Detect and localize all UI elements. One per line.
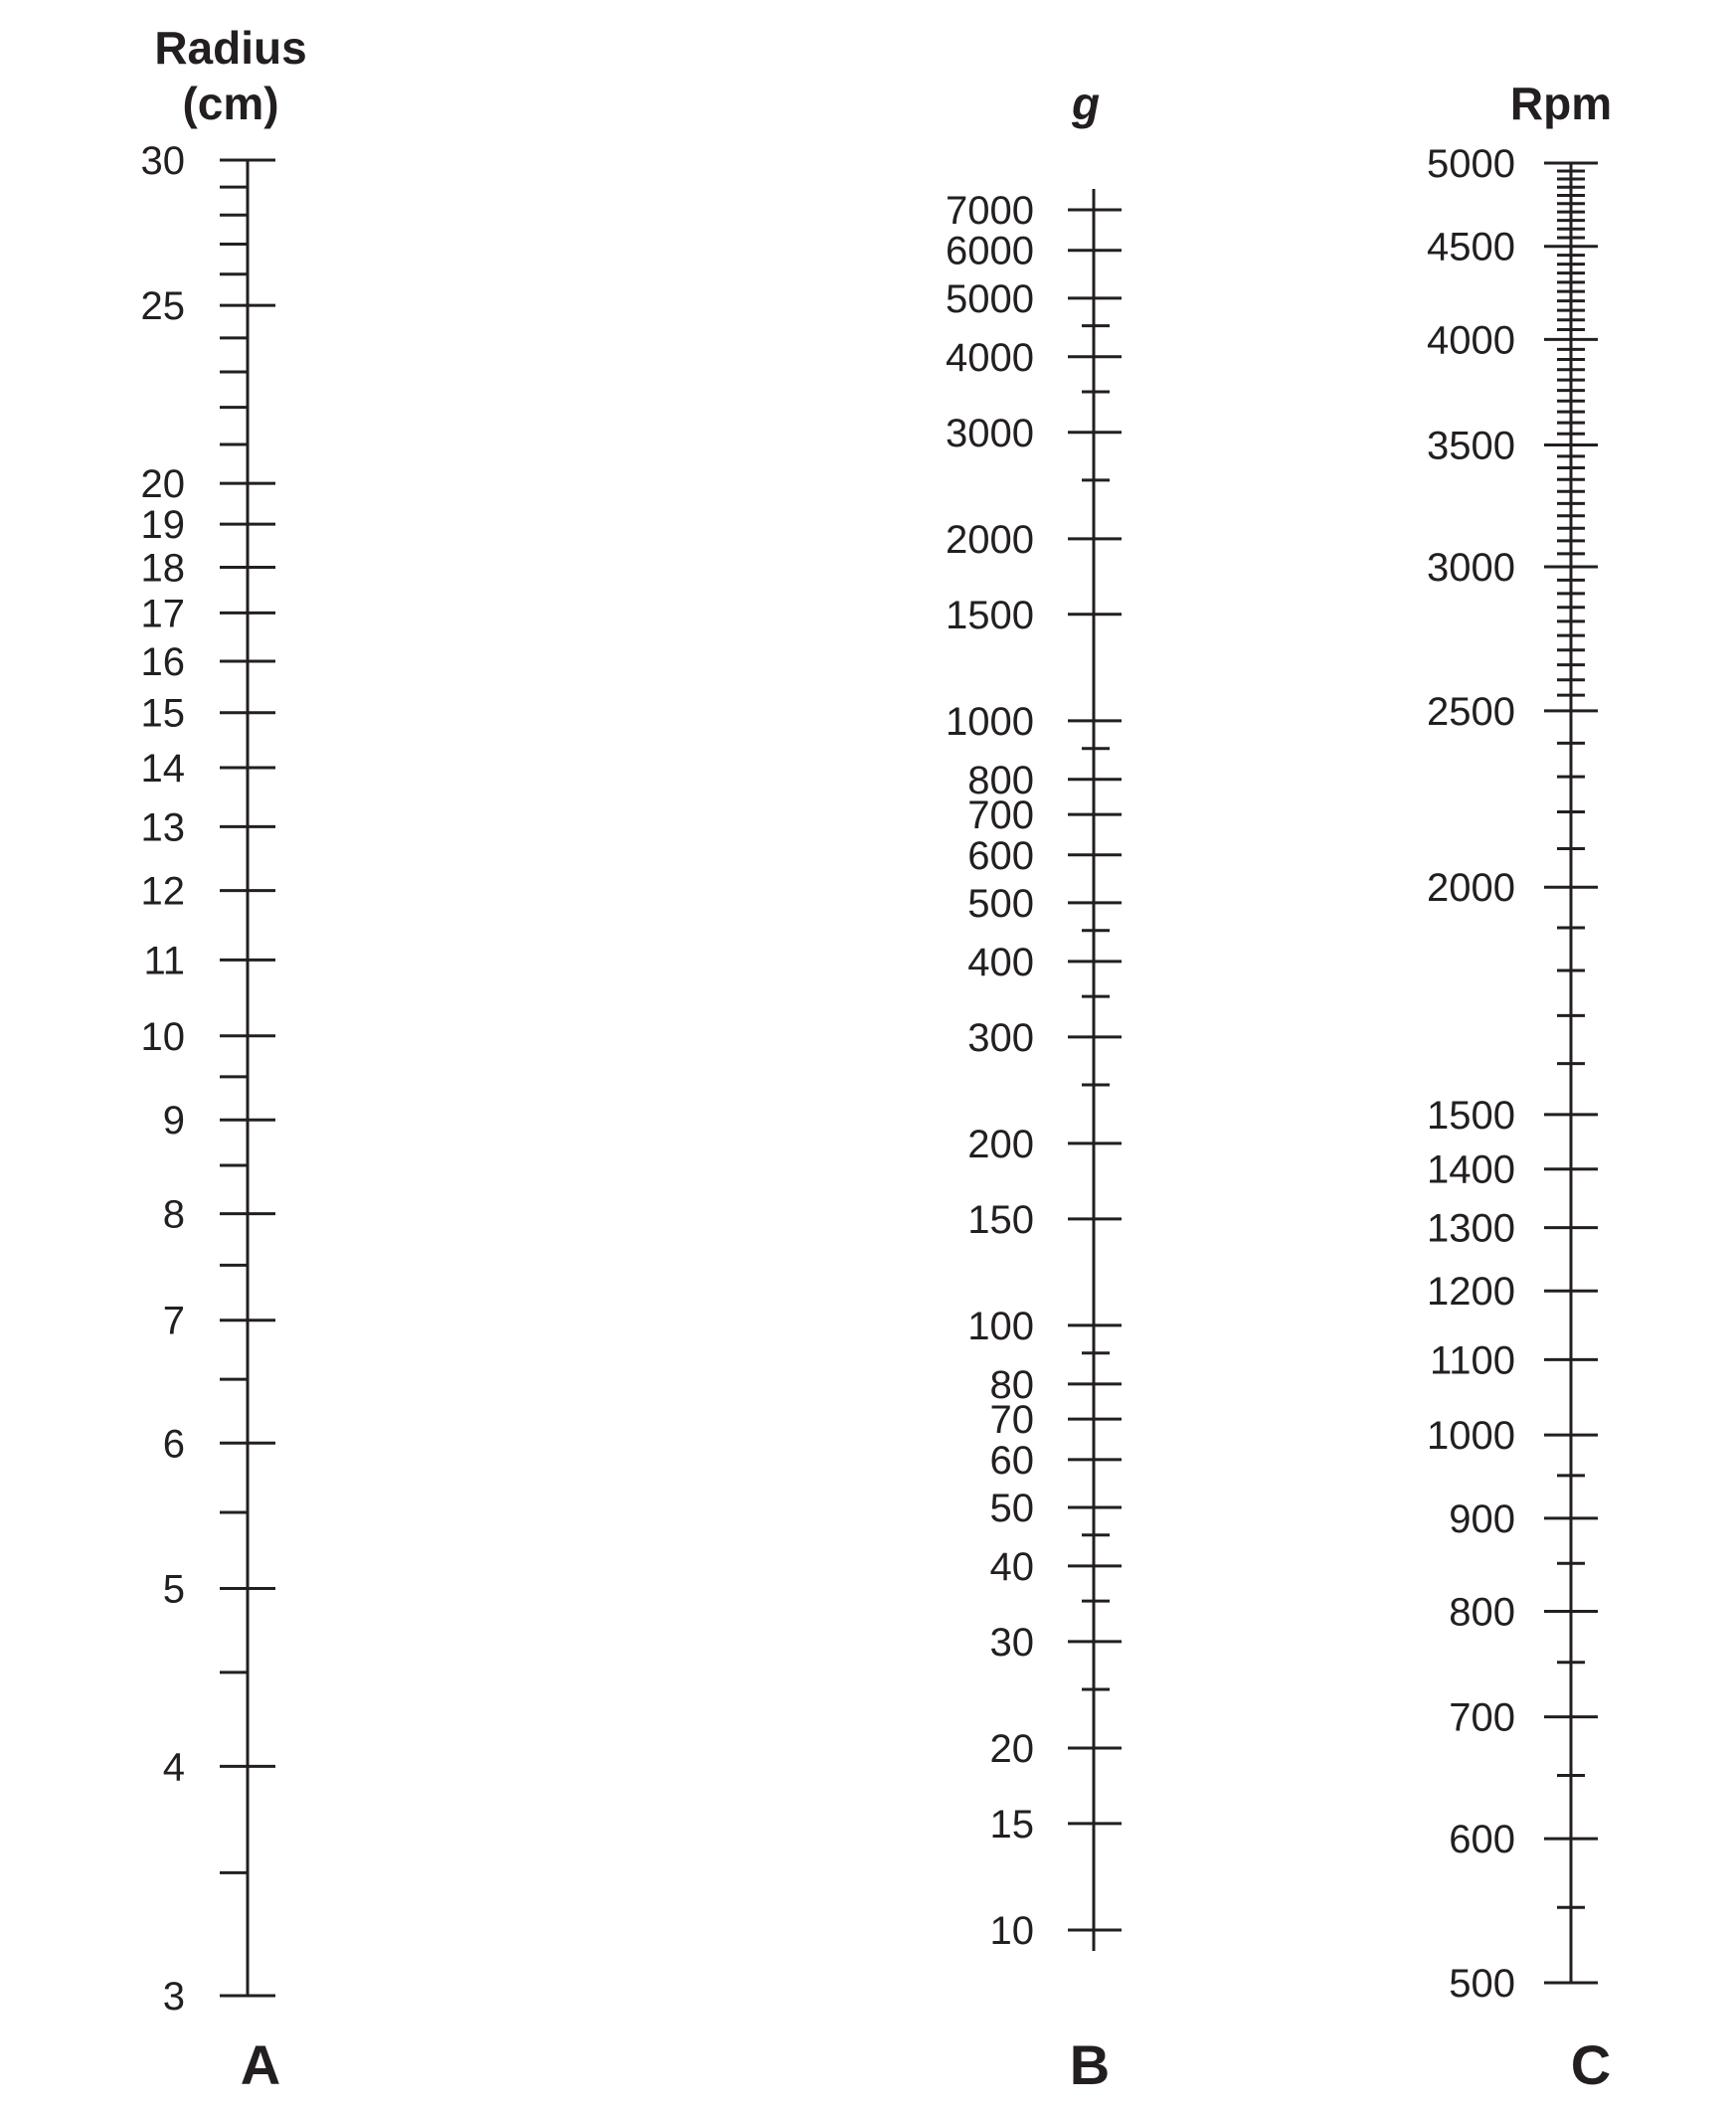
radius-tick-label: 10	[140, 1014, 185, 1059]
rpm-scale-title: Rpm	[1509, 78, 1613, 129]
rpm-tick-label: 500	[1449, 1962, 1515, 2006]
radius-tick-label: 20	[140, 462, 185, 507]
g-tick-label: 150	[967, 1197, 1034, 1242]
g-tick-label: 4000	[946, 335, 1034, 380]
radius-tick-label: 17	[140, 592, 185, 636]
radius-tick-label: 16	[140, 639, 185, 684]
rpm-tick-label: 2000	[1427, 866, 1515, 911]
g-tick-label: 70	[989, 1398, 1034, 1443]
radius-ticks	[141, 139, 276, 2019]
g-tick-label: 20	[989, 1726, 1034, 1771]
radius-tick-label: 6	[162, 1422, 185, 1467]
g-tick-label: 800	[967, 758, 1034, 802]
radius-tick-label: 14	[140, 747, 185, 792]
rpm-tick-label: 1400	[1427, 1147, 1515, 1192]
g-scale-title: g	[1071, 78, 1101, 129]
g-tick-label: 50	[989, 1486, 1034, 1530]
g-tick-label: 100	[967, 1304, 1034, 1348]
rpm-tick-label: 600	[1449, 1818, 1515, 1862]
g-tick-label: 500	[967, 881, 1034, 926]
g-tick-label: 7000	[946, 189, 1034, 233]
g-tick-label: 200	[967, 1122, 1034, 1166]
rpm-tick-label: 1500	[1427, 1093, 1515, 1138]
radius-tick-label: 25	[140, 284, 185, 329]
radius-tick-label: 18	[140, 546, 185, 591]
g-tick-label: 60	[989, 1438, 1034, 1483]
radius-tick-label: 30	[140, 139, 185, 183]
g-tick-label: 400	[967, 940, 1034, 984]
radius-scale-letter: A	[240, 2033, 281, 2096]
radius-tick-label: 8	[162, 1192, 185, 1237]
rpm-tick-label: 700	[1449, 1695, 1515, 1740]
g-tick-label: 600	[967, 833, 1034, 878]
radius-tick-label: 15	[140, 691, 185, 736]
rpm-tick-label: 3000	[1427, 545, 1515, 590]
g-tick-label: 80	[989, 1362, 1034, 1407]
radius-tick-label: 13	[140, 805, 185, 850]
radius-tick-label: 3	[162, 1975, 185, 2019]
radius-tick-label: 5	[162, 1567, 185, 1612]
rpm-tick-label: 3500	[1427, 424, 1515, 468]
g-tick-label: 15	[989, 1802, 1034, 1847]
g-tick-label: 5000	[946, 276, 1034, 321]
rpm-tick-label: 800	[1449, 1590, 1515, 1635]
g-tick-label: 2000	[946, 517, 1034, 562]
radius-tick-label: 19	[140, 503, 185, 548]
rpm-tick-label: 5000	[1427, 142, 1515, 186]
g-tick-label: 300	[967, 1015, 1034, 1060]
radius-tick-label: 4	[162, 1745, 185, 1790]
g-tick-label: 1000	[946, 699, 1034, 744]
g-tick-label: 1500	[946, 593, 1034, 637]
rpm-scale	[1427, 78, 1612, 2096]
radius-tick-label: 7	[162, 1299, 185, 1343]
rpm-tick-label: 1200	[1427, 1270, 1515, 1315]
g-scale-letter: B	[1069, 2033, 1111, 2096]
rpm-tick-label: 1100	[1429, 1338, 1515, 1383]
g-tick-label: 3000	[946, 411, 1034, 455]
g-tick-label: 10	[989, 1909, 1034, 1953]
radius-tick-label: 11	[143, 939, 185, 983]
g-tick-label: 6000	[946, 229, 1034, 273]
g-scale	[946, 78, 1122, 2096]
radius-tick-label: 9	[162, 1099, 185, 1144]
rpm-tick-label: 900	[1449, 1497, 1515, 1541]
rpm-tick-label: 4500	[1427, 225, 1515, 269]
g-tick-label: 30	[989, 1620, 1034, 1665]
radius-scale-unit: (cm)	[182, 78, 279, 129]
rpm-tick-label: 1000	[1427, 1414, 1515, 1459]
rpm-tick-label: 1300	[1427, 1206, 1515, 1251]
rpm-scale-letter: C	[1570, 2033, 1612, 2096]
g-tick-label: 700	[967, 793, 1034, 838]
radius-scale-title: Radius	[154, 22, 307, 74]
radius-tick-label: 12	[140, 869, 185, 914]
rpm-tick-label: 2500	[1427, 689, 1515, 734]
radius-scale	[141, 22, 307, 2096]
g-tick-label: 40	[989, 1544, 1034, 1589]
rpm-tick-label: 4000	[1427, 318, 1515, 363]
